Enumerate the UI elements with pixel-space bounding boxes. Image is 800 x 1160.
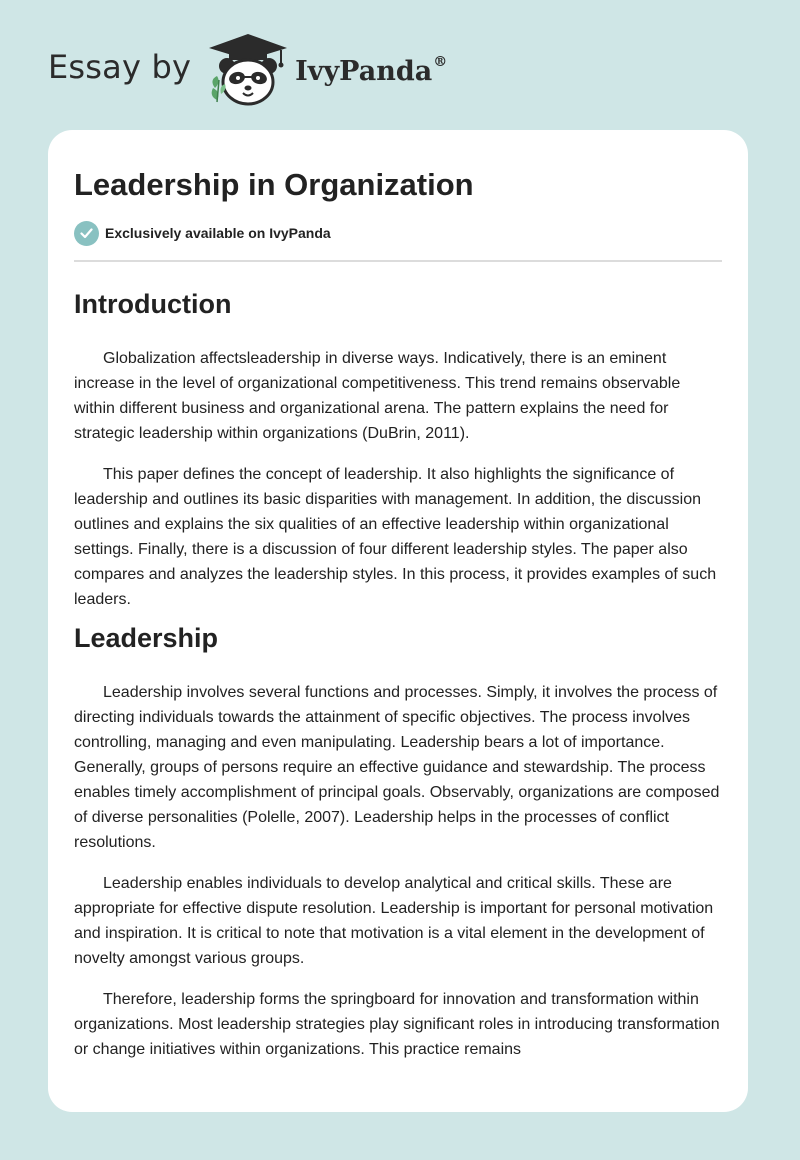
- brand-text: IvyPanda: [295, 55, 433, 87]
- panda-logo-icon[interactable]: [205, 30, 291, 110]
- page-title: Leadership in Organization: [74, 167, 474, 202]
- brand-name[interactable]: [295, 53, 448, 87]
- paragraph: Globalization affectsleadership in diverse ways. Indicatively, there is an eminent increase in the level of organizational competitiveness. This trend remains observable within different business and organizational arena. The pattern explains the need for strategic leadership within organizations (DuBrin, 2011).: [74, 350, 681, 442]
- exclusive-label: Exclusively available on IvyPanda: [105, 225, 331, 241]
- paragraph: Leadership enables individuals to develop analytical and critical skills. These are appropriate for effective dispute resolution. Leadership is important for personal motivation and inspiration. It is critical to note that motivation is a vital element in the development of novelty amongst various groups.: [74, 875, 714, 967]
- section-heading: Leadership: [74, 623, 219, 653]
- paragraph: This paper defines the concept of leadership. It also highlights the significance of leadership and outlines its basic disparities with management. In addition, the discussion outlines and explains the six qualities of an effective leadership within organizational settings. Finally, there is a discussion of four different leadership styles. The paper also compares and analyzes the leadership styles. In this process, it provides examples of such leaders.: [74, 466, 717, 608]
- check-icon: [74, 221, 99, 246]
- exclusive-badge: [74, 220, 722, 246]
- section-heading: Introduction: [74, 289, 232, 319]
- section-leadership: [74, 622, 722, 1062]
- paragraph: Therefore, leadership forms the springboard for innovation and transformation within organizations. Most leadership strategies play significant roles in introducing transformation or change initiatives within organizations. This practice remains: [74, 991, 720, 1058]
- divider: [74, 260, 722, 262]
- section-introduction: [74, 288, 722, 612]
- site-header: [48, 30, 447, 110]
- paragraph: Leadership involves several functions and processes. Simply, it involves the process of directing individuals towards the attainment of specific objectives. The process involves controlling, managing and even manipulating. Leadership bears a lot of importance. Generally, groups of persons require an effective guidance and stewardship. The process enables timely accomplishment of principal goals. Observably, organizations are composed of diverse personalities (Polelle, 2007). Leadership helps in the processes of conflict resolutions.: [74, 684, 720, 851]
- essay-by-label: Essay by: [48, 48, 192, 86]
- registered-mark: ®: [433, 53, 448, 70]
- essay-card: [48, 130, 748, 1112]
